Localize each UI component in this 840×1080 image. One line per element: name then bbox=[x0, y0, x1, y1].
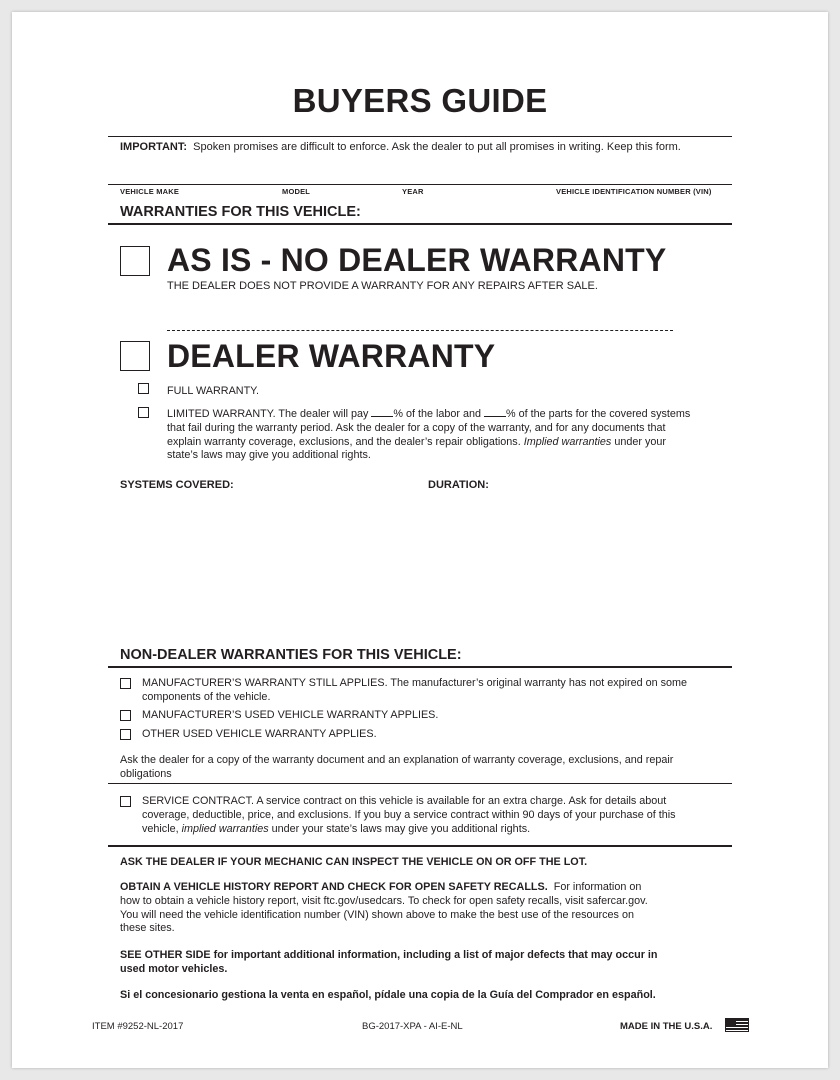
history-report-text bbox=[120, 881, 732, 936]
dealer-warranty-heading: DEALER WARRANTY bbox=[167, 338, 496, 374]
model-label: MODEL bbox=[282, 187, 311, 196]
as-is-checkbox[interactable] bbox=[120, 246, 150, 276]
spanish-notice: Si el concesionario gestiona la venta en español, pídale una copia de la Guía del Comprador en español. bbox=[120, 989, 656, 1001]
important-text: Spoken promises are difficult to enforce. Ask the dealer to put all promises in writing. Keep this form. bbox=[193, 141, 681, 153]
service-contract-checkbox[interactable] bbox=[120, 796, 131, 807]
important-notice bbox=[120, 140, 730, 154]
manufacturer-warranty-text bbox=[142, 677, 732, 705]
labor-percent-field[interactable] bbox=[371, 408, 393, 417]
service-line-1: SERVICE CONTRACT. A service contract on this vehicle is available for an extra charge. Ask for details about bbox=[142, 795, 667, 807]
year-label: YEAR bbox=[402, 187, 424, 196]
limited-line-3: explain warranty coverage, exclusions, and the dealer’s repair obligations. bbox=[167, 435, 521, 448]
service-line-3-end: under your state’s laws may give you additional rights. bbox=[271, 822, 531, 835]
service-line-2: coverage, deductible, price, and exclusions. If you buy a service contract within 90 days of your purchase of this bbox=[142, 808, 676, 821]
history-line-4: these sites. bbox=[120, 922, 175, 935]
divider bbox=[108, 223, 732, 225]
manufacturer-line-1: MANUFACTURER’S WARRANTY STILL APPLIES. The manufacturer’s original warranty has not expired on some bbox=[142, 677, 688, 689]
vehicle-make-label: VEHICLE MAKE bbox=[120, 187, 180, 196]
see-other-side bbox=[120, 949, 732, 977]
divider bbox=[108, 666, 732, 668]
used-vehicle-warranty-checkbox[interactable] bbox=[120, 710, 131, 721]
other-used-warranty-checkbox[interactable] bbox=[120, 729, 131, 740]
limited-line-4: state’s laws may give you additional rights. bbox=[167, 449, 371, 462]
us-flag-icon bbox=[725, 1018, 749, 1032]
service-contract-text bbox=[142, 795, 732, 836]
parts-percent-field[interactable] bbox=[484, 408, 506, 417]
full-warranty-label: FULL WARRANTY. bbox=[167, 385, 259, 397]
history-bold: OBTAIN A VEHICLE HISTORY REPORT AND CHECK FOR OPEN SAFETY RECALLS. bbox=[120, 881, 548, 893]
service-line-3-start: vehicle, bbox=[142, 822, 179, 835]
divider bbox=[108, 783, 732, 784]
limited-warranty-text bbox=[167, 408, 747, 463]
ask-line-2: obligations bbox=[120, 767, 172, 780]
see-other-line-1: SEE OTHER SIDE for important additional information, including a list of major defects that may occur in bbox=[120, 949, 658, 961]
ask-dealer-text bbox=[120, 754, 732, 782]
manufacturer-line-2: components of the vehicle. bbox=[142, 690, 271, 703]
see-other-line-2: used motor vehicles. bbox=[120, 962, 228, 975]
dashed-separator bbox=[167, 330, 673, 331]
as-is-text: THE DEALER DOES NOT PROVIDE A WARRANTY FOR ANY REPAIRS AFTER SALE. bbox=[167, 280, 598, 292]
duration-label: DURATION: bbox=[428, 479, 489, 491]
used-vehicle-warranty-label: MANUFACTURER’S USED VEHICLE WARRANTY APPLIES. bbox=[142, 709, 439, 721]
warranties-heading: WARRANTIES FOR THIS VEHICLE: bbox=[120, 204, 361, 220]
limited-warranty-checkbox[interactable] bbox=[138, 407, 149, 418]
manufacturer-warranty-checkbox[interactable] bbox=[120, 678, 131, 689]
history-line-3: You will need the vehicle identification number (VIN) shown above to make the best use of the resources on bbox=[120, 908, 634, 921]
divider bbox=[108, 845, 732, 847]
mechanic-notice: ASK THE DEALER IF YOUR MECHANIC CAN INSPECT THE VEHICLE ON OR OFF THE LOT. bbox=[120, 856, 588, 868]
systems-covered-label: SYSTEMS COVERED: bbox=[120, 479, 234, 491]
form-code: BG-2017-XPA - AI-E-NL bbox=[362, 1021, 463, 1032]
buyers-guide-page bbox=[12, 12, 828, 1068]
limited-line-3-end: under your bbox=[614, 435, 666, 448]
page-title: BUYERS GUIDE bbox=[292, 82, 548, 119]
limited-text-2: % of the labor and bbox=[393, 408, 482, 420]
dealer-warranty-checkbox[interactable] bbox=[120, 341, 150, 371]
ask-line-1: Ask the dealer for a copy of the warranty document and an explanation of warranty coverage, exclusions, and repair bbox=[120, 754, 674, 766]
full-warranty-checkbox[interactable] bbox=[138, 383, 149, 394]
item-number: ITEM #9252-NL-2017 bbox=[92, 1021, 184, 1032]
limited-line-2: that fail during the warranty period. Ask the dealer for a copy of the warranty, and for any documents that bbox=[167, 421, 666, 434]
made-in-usa: MADE IN THE U.S.A. bbox=[620, 1021, 713, 1032]
other-used-warranty-label: OTHER USED VEHICLE WARRANTY APPLIES. bbox=[142, 728, 377, 740]
as-is-heading: AS IS - NO DEALER WARRANTY bbox=[167, 242, 667, 278]
limited-text-1: LIMITED WARRANTY. The dealer will pay bbox=[167, 408, 369, 420]
history-line-2: how to obtain a vehicle history report, visit ftc.gov/usedcars. To check for open safety recalls, visit safercar.gov. bbox=[120, 894, 648, 907]
limited-text-3: % of the parts for the covered systems bbox=[506, 408, 691, 420]
vin-label: VEHICLE IDENTIFICATION NUMBER (VIN) bbox=[556, 187, 712, 196]
vehicle-line bbox=[108, 184, 732, 185]
non-dealer-heading: NON-DEALER WARRANTIES FOR THIS VEHICLE: bbox=[120, 647, 462, 663]
history-rest: For information on bbox=[553, 881, 642, 893]
divider bbox=[108, 136, 732, 137]
implied-warranties-italic: Implied warranties bbox=[523, 435, 612, 448]
important-label: IMPORTANT: bbox=[120, 141, 188, 153]
service-implied-italic: implied warranties bbox=[181, 822, 269, 835]
